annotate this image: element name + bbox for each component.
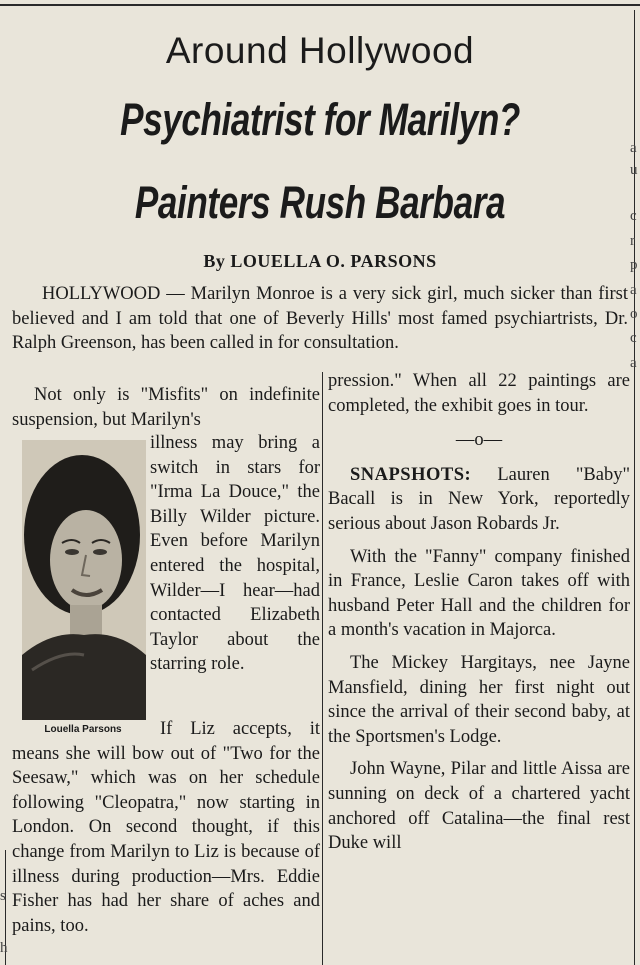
- right-column: [328, 369, 630, 864]
- byline: By LOUELLA O. PARSONS: [203, 251, 437, 271]
- snapshots-label: SNAPSHOTS:: [350, 464, 472, 485]
- column-rule-center: [322, 372, 323, 965]
- caron-paragraph: With the "Fanny" company finished in France, Leslie Caron takes off with husband Peter Hall and the children for a month's vacation in Majorca.: [328, 546, 630, 641]
- column-title: Around Hollywood: [165, 30, 475, 71]
- photo-caption: Louella Parsons: [44, 724, 122, 735]
- left-column-intro: [12, 383, 320, 432]
- top-rule: [0, 4, 640, 6]
- headline-line-1: Psychiatrist for Marilyn?: [120, 94, 520, 145]
- headline-line-2: Painters Rush Barbara: [134, 177, 506, 228]
- snapshots-paragraph: [328, 463, 630, 537]
- bacall-text: Lauren "Baby" Bacall is in New York, reportedly serious about Jason Robards Jr.: [328, 464, 630, 534]
- edge-fragment-right-5: a: [630, 282, 637, 298]
- edge-fragment-left-1: h: [0, 940, 8, 956]
- edge-fragment-right-8: a: [630, 355, 637, 371]
- author-photo: [22, 440, 146, 720]
- left-column-continued: [12, 717, 320, 938]
- edge-fragment-right-0: a: [630, 140, 637, 156]
- wayne-paragraph: John Wayne, Pilar and little Aissa are sunning on deck of a chartered yacht anchored off Catalina—the final rest Duke will: [328, 759, 630, 854]
- edge-fragment-right-2: c: [630, 208, 637, 224]
- author-portrait-image: [22, 440, 146, 720]
- edge-fragment-right-1: u: [630, 162, 638, 178]
- left-liz-paragraph: If Liz accepts, it means she will bow out of "Two for the Seesaw," which was on her schedule following "Cleopatra," now starting in London. On second thought, if this change from Marilyn to Liz is because of illness during production—Mrs. Eddie Fisher has had her share of aches and pains, too.: [12, 719, 320, 936]
- left-column-wrap: [150, 431, 320, 677]
- edge-fragment-right-3: r: [630, 233, 635, 249]
- right-continued-paragraph: pression." When all 22 paintings are completed, the exhibit goes in tour.: [328, 371, 630, 416]
- edge-fragment-right-6: o: [630, 306, 638, 322]
- lead-paragraph: HOLLYWOOD — Marilyn Monroe is a very sick girl, much sicker than first believed and I am told that one of Beverly Hills' most famed psychiartrists, Dr. Ralph Greenson, has been called in for consultation.: [12, 284, 628, 354]
- left-wrap-paragraph: illness may bring a switch in stars for "Irma La Douce," the Billy Wilder picture. Even before Marilyn entered the hospital, Wilder—I hear—had contacted Elizabeth Taylor about the starring role.: [150, 433, 320, 675]
- section-divider: —o—: [455, 430, 503, 451]
- hargitay-paragraph: The Mickey Hargitays, nee Jayne Mansfield, dining her first night out since the arrival of their second baby, at the Sportsmen's Lodge.: [328, 652, 630, 747]
- edge-fragment-left-0: s: [0, 888, 6, 904]
- edge-fragment-right-4: p: [630, 257, 638, 273]
- left-intro-paragraph: Not only is "Misfits" on indefinite suspension, but Marilyn's: [12, 385, 320, 430]
- edge-fragment-right-7: c: [630, 330, 637, 346]
